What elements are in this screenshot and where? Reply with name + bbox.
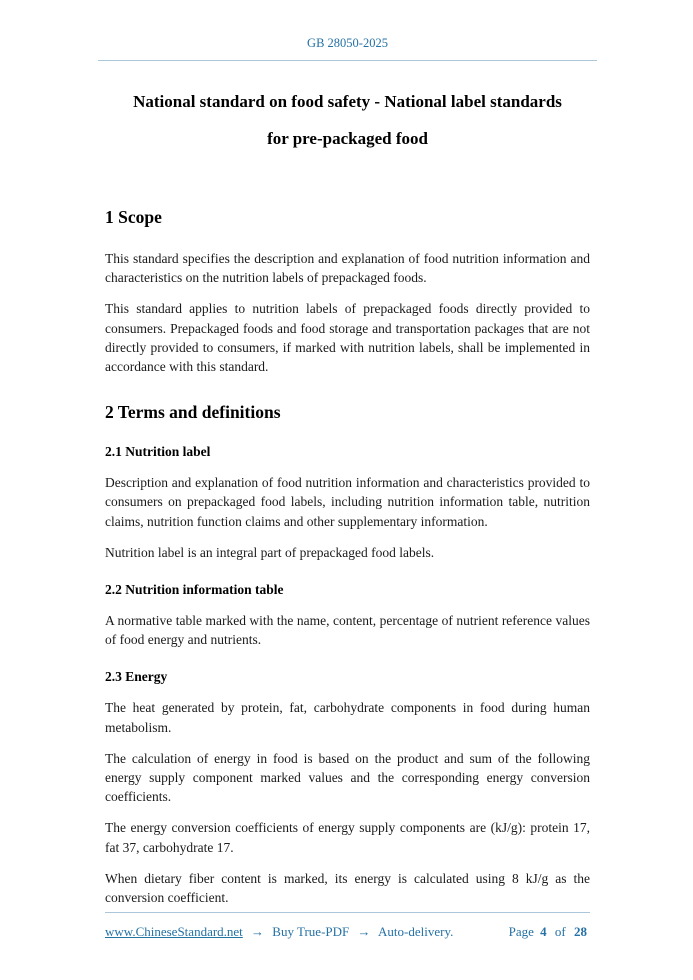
energy-paragraph-2: The calculation of energy in food is based on the product and sum of the following energy supply component marked values and the corresponding energy conversion coefficients.: [105, 750, 590, 805]
document-title-line-1: National standard on food safety - National label standards: [133, 92, 562, 111]
arrow-right-icon: →: [251, 924, 265, 939]
page-footer: [105, 912, 590, 940]
nutrition-label-paragraph-1: Description and explanation of food nutrition information and characteristics provided to consumers on prepackaged food labels, including nutrition information table, nutrition claims, nutrition function claims and other supplementary information.: [105, 475, 590, 529]
subsection-heading-nutrition-label: 2.1 Nutrition label: [105, 444, 211, 460]
footer-promo: [105, 924, 453, 940]
arrow-right-icon: →: [357, 924, 371, 939]
footer-page-total: 28: [574, 924, 587, 939]
footer-page-label: Page: [508, 924, 534, 939]
section-heading-scope: 1 Scope: [105, 207, 162, 227]
footer-page-current: 4: [540, 924, 547, 939]
nutrition-information-table-paragraph: A normative table marked with the name, content, percentage of nutrient reference values of food energy and nutrients.: [105, 613, 590, 648]
energy-paragraph-3: The energy conversion coefficients of energy supply components are (kJ/g): protein 17, fat 37, carbohydrate 17.: [105, 820, 590, 855]
footer-of-label: of: [554, 924, 566, 939]
energy-paragraph-1: The heat generated by protein, fat, carbohydrate components in food during human metabolism.: [105, 700, 590, 735]
footer-pagination: [509, 924, 590, 940]
document-title-line-2: for pre-packaged food: [267, 129, 428, 148]
energy-paragraph-4: When dietary fiber content is marked, its energy is calculated using 8 kJ/g as the conversion coefficient.: [105, 870, 590, 906]
nutrition-label-paragraph-2: Nutrition label is an integral part of prepackaged food labels.: [105, 544, 435, 560]
scope-paragraph-2: This standard applies to nutrition labels of prepackaged foods directly provided to consumers. Prepackaged foods and food storage and transportation packages that are not directly provided to consumers, if marked with nutrition labels, shall be implemented in accordance with this standard.: [105, 301, 590, 375]
footer-delivery-label: Auto-delivery.: [378, 924, 454, 939]
footer-buy-label: Buy True-PDF: [272, 924, 350, 939]
footer-website-link[interactable]: www.ChineseStandard.net: [105, 924, 243, 939]
section-heading-terms: 2 Terms and definitions: [105, 402, 281, 423]
page-header-doc-number: GB 28050-2025: [98, 36, 597, 61]
subsection-heading-energy: 2.3 Energy: [105, 669, 168, 685]
scope-paragraph-1: This standard specifies the description and explanation of food nutrition information and characteristics on the nutrition labels of prepackaged foods.: [105, 251, 590, 286]
subsection-heading-nutrition-information-table: 2.2 Nutrition information table: [105, 582, 284, 598]
document-title: [105, 83, 590, 157]
